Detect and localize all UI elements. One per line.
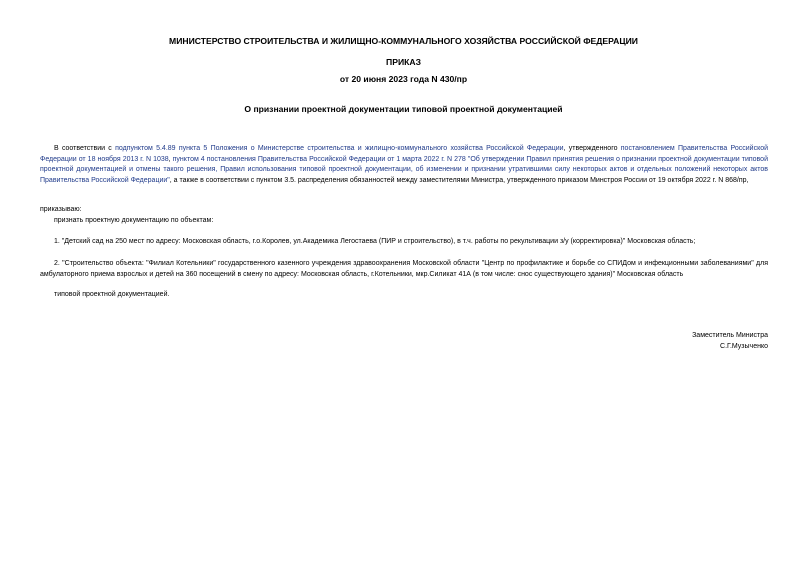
signatory-name: С.Г.Музыченко (720, 342, 768, 350)
link-postanovlenie-278[interactable]: пунктом 4 постановления Правительства Российской Федерации от 1 марта 2022 г. N 278 "Об утверждении Правил принятия решения о признании проектной документации типовой проектной документацией и отмены такого решения, Правил использования типовой проектной документации, об изменении и признании утратившими силу некоторых актов и отдельных положений некоторых актов Правительства Российской Федерации" (40, 155, 768, 184)
ministry-heading: МИНИСТЕРСТВО СТРОИТЕЛЬСТВА И ЖИЛИЩНО-КОММУНАЛЬНОГО ХОЗЯЙСТВА РОССИЙСКОЙ ФЕДЕРАЦИИ (169, 36, 638, 46)
link-podpunkt-5-4-89[interactable]: подпунктом 5.4.89 пункта 5 Положения о Министерстве строительства и жилищно-коммунального хозяйства Российской Федерации (115, 145, 564, 152)
object-item-2: 2. "Строительство объекта: "Филиал Котельники" государственного казенного учреждения здравоохранения Московской области "Центр по профилактике и борьбе со СПИДом и инфекционными заболеваниями" для амбулаторного приема взрослых и детей на 360 посещений в смену по адресу: Московская область, г.Котельники, мкр.Силикат 41А (в том числе: снос существующего здания)" Московская область (40, 260, 768, 278)
recognize-intro: признать проектную документацию по объектам: (54, 217, 214, 224)
preamble-text-2: , утвержденного (563, 145, 621, 152)
document-title: О признании проектной документации типовой проектной документацией (244, 104, 563, 114)
order-word: приказываю: (40, 206, 82, 213)
preamble-text-1: В соответствии с (54, 145, 116, 152)
signatory-position: Заместитель Министра (692, 332, 768, 339)
signature-block (468, 331, 768, 352)
preamble-text-4: , а также в соответствии с пунктом 3.5. распределения обязанностей между заместителями Министра, утвержденного приказом Минстроя России от 19 октября 2022 г. N 868/пр, (169, 176, 749, 184)
preamble-text-3: , (168, 155, 173, 163)
object-item-1: 1. "Детский сад на 250 мест по адресу: Московская область, г.о.Королев, ул.Академика Легостаева (ПИР и строительство), в т.ч. работы по рекультивации з/у (корректировка)" Московская область; (54, 238, 696, 245)
typical-documentation-line: типовой проектной документацией. (54, 291, 170, 298)
document-date-number: от 20 июня 2023 года N 430/пр (339, 74, 468, 84)
preamble-paragraph (40, 144, 768, 186)
link-postanovlenie-1038[interactable]: постановлением Правительства Российской Федерации от 18 ноября 2013 г. N 1038 (40, 145, 769, 163)
document-type: ПРИКАЗ (386, 57, 421, 67)
